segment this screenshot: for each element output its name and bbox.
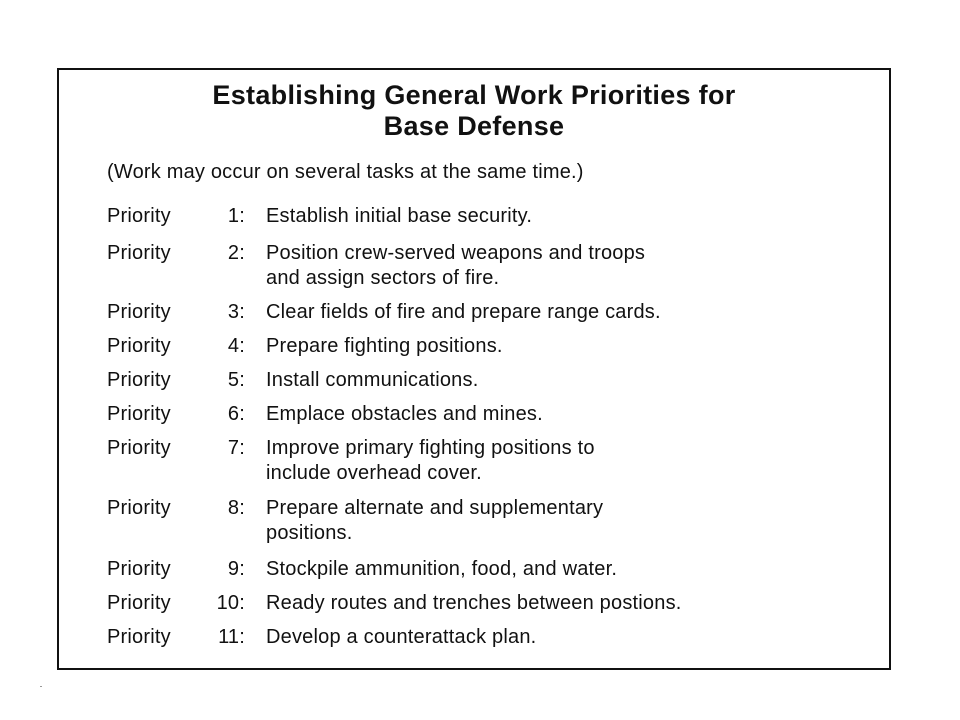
priority-number: 5: — [227, 369, 245, 391]
title-line: Base Defense — [383, 111, 565, 141]
priority-text — [266, 557, 886, 582]
priority-text-line: and assign sectors of fire. — [266, 267, 500, 289]
priority-text-line: Establish initial base security. — [266, 205, 533, 227]
priority-label: Priority — [107, 205, 171, 227]
priority-text-line: Clear fields of fire and prepare range cards. — [266, 301, 661, 323]
priority-label: Priority — [107, 335, 171, 357]
priority-label: Priority — [107, 626, 171, 648]
priority-number: 9: — [227, 558, 245, 580]
priority-number: 10: — [216, 592, 245, 614]
priority-text-line: Install communications. — [266, 369, 479, 391]
priority-text-line: positions. — [266, 522, 353, 544]
priority-text — [266, 368, 886, 393]
priority-text — [266, 625, 886, 650]
priority-text-line: Improve primary fighting positions to — [266, 437, 595, 459]
document-title — [59, 80, 889, 142]
document-note: (Work may occur on several tasks at the same time.) — [107, 161, 584, 183]
priority-number: 1: — [227, 205, 245, 227]
priority-text-line: Prepare alternate and supplementary — [266, 497, 604, 519]
scan-speck — [40, 686, 42, 687]
priority-label: Priority — [107, 242, 171, 264]
priority-text-line: Stockpile ammunition, food, and water. — [266, 558, 618, 580]
priority-text-line: Emplace obstacles and mines. — [266, 403, 543, 425]
priority-text-line: Position crew-served weapons and troops — [266, 242, 646, 264]
priority-label: Priority — [107, 558, 171, 580]
priority-text — [266, 402, 886, 427]
priority-text — [266, 496, 886, 546]
priority-text — [266, 241, 886, 291]
priority-text-line: Prepare fighting positions. — [266, 335, 503, 357]
priority-text — [266, 300, 886, 325]
priority-text-line: Ready routes and trenches between postions. — [266, 592, 682, 614]
priority-label: Priority — [107, 301, 171, 323]
priority-text-line: include overhead cover. — [266, 462, 482, 484]
priority-number: 2: — [227, 242, 245, 264]
priority-number: 11: — [218, 626, 245, 648]
priority-label: Priority — [107, 369, 171, 391]
title-line: Establishing General Work Priorities for — [212, 80, 736, 110]
priority-label: Priority — [107, 403, 171, 425]
priority-text — [266, 334, 886, 359]
priority-label: Priority — [107, 437, 171, 459]
priority-text — [266, 591, 886, 616]
priority-text-line: Develop a counterattack plan. — [266, 626, 537, 648]
priority-number: 4: — [227, 335, 245, 357]
priority-label: Priority — [107, 592, 171, 614]
priority-number: 3: — [227, 301, 245, 323]
document-frame — [57, 68, 891, 670]
priority-text — [266, 204, 886, 229]
priority-number: 8: — [227, 497, 245, 519]
priority-number: 7: — [227, 437, 245, 459]
priority-text — [266, 436, 886, 486]
priority-number: 6: — [227, 403, 245, 425]
priority-label: Priority — [107, 497, 171, 519]
